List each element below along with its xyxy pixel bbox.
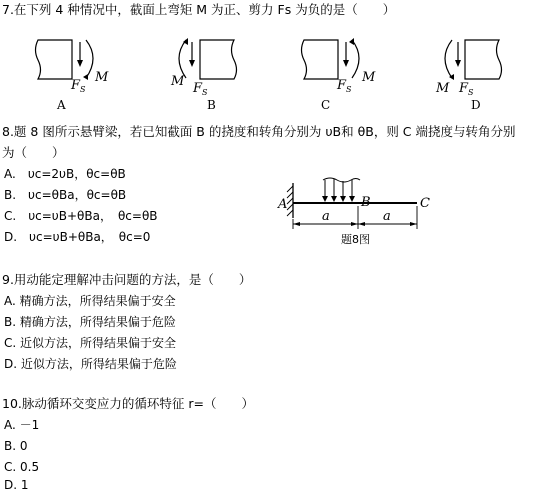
q7b-fs-label: $F_S$: [193, 81, 208, 97]
q7a-fs-label: $F_S$: [71, 78, 86, 94]
q8-dim-a1: a: [322, 209, 330, 224]
q9-option-a[interactable]: A. 精确方法，所得结果偏于安全: [4, 294, 176, 308]
q7b-m-label: M: [171, 74, 185, 89]
q8-stem-line2: 为（ ）: [2, 145, 65, 160]
q7-label-d: D: [471, 98, 481, 112]
q7d-m-label: M: [436, 81, 450, 96]
q9-stem: 9.用动能定理解冲击问题的方法，是（ ）: [2, 272, 252, 287]
q7a-m-label: M: [95, 70, 109, 85]
q10-option-b[interactable]: B. 0: [4, 439, 28, 453]
q8-option-a[interactable]: A. υc=2υB，θc=θB: [4, 167, 126, 181]
q8-option-c[interactable]: C. υc=υB+θBa， θc=θB: [4, 209, 158, 223]
q9-option-d[interactable]: D. 近似方法，所得结果偏于危险: [4, 357, 177, 371]
q7c-m-label: M: [362, 70, 376, 85]
q7c-fs-label: $F_S$: [337, 78, 352, 94]
q8-point-a: A: [278, 197, 288, 212]
q7-label-b: B: [207, 98, 216, 112]
q8-option-b[interactable]: B. υc=θBa，θc=θB: [4, 188, 127, 202]
q7-stem: 7.在下列 4 种情况中，截面上弯矩 M 为正、剪力 Fs 为负的是（ ）: [2, 2, 396, 17]
q7-label-c: C: [321, 98, 331, 112]
q9-option-c[interactable]: C. 近似方法，所得结果偏于安全: [4, 336, 177, 350]
q8-point-b: B: [361, 195, 371, 210]
q8-option-d[interactable]: D. υc=υB+θBa， θc=0: [4, 230, 151, 244]
q10-option-a[interactable]: A. －1: [4, 418, 40, 432]
q7-label-a: A: [57, 98, 66, 112]
q8-stem-line1: 8.题 8 图所示悬臂梁，若已知截面 B 的挠度和转角分别为 υB和 θB，则 C 端挠度与转角分别: [2, 124, 516, 139]
q10-option-c[interactable]: C. 0.5: [4, 460, 40, 474]
q10-option-d[interactable]: D. 1: [4, 478, 29, 492]
q9-option-b[interactable]: B. 精确方法，所得结果偏于危险: [4, 315, 176, 329]
q7d-fs-label: $F_S$: [459, 81, 474, 97]
q8-figure-caption: 题8图: [341, 233, 370, 246]
q10-stem: 10.脉动循环交变应力的循环特征 r=（ ）: [2, 396, 254, 411]
q8-point-c: C: [420, 196, 430, 211]
q8-dim-a2: a: [383, 209, 391, 224]
